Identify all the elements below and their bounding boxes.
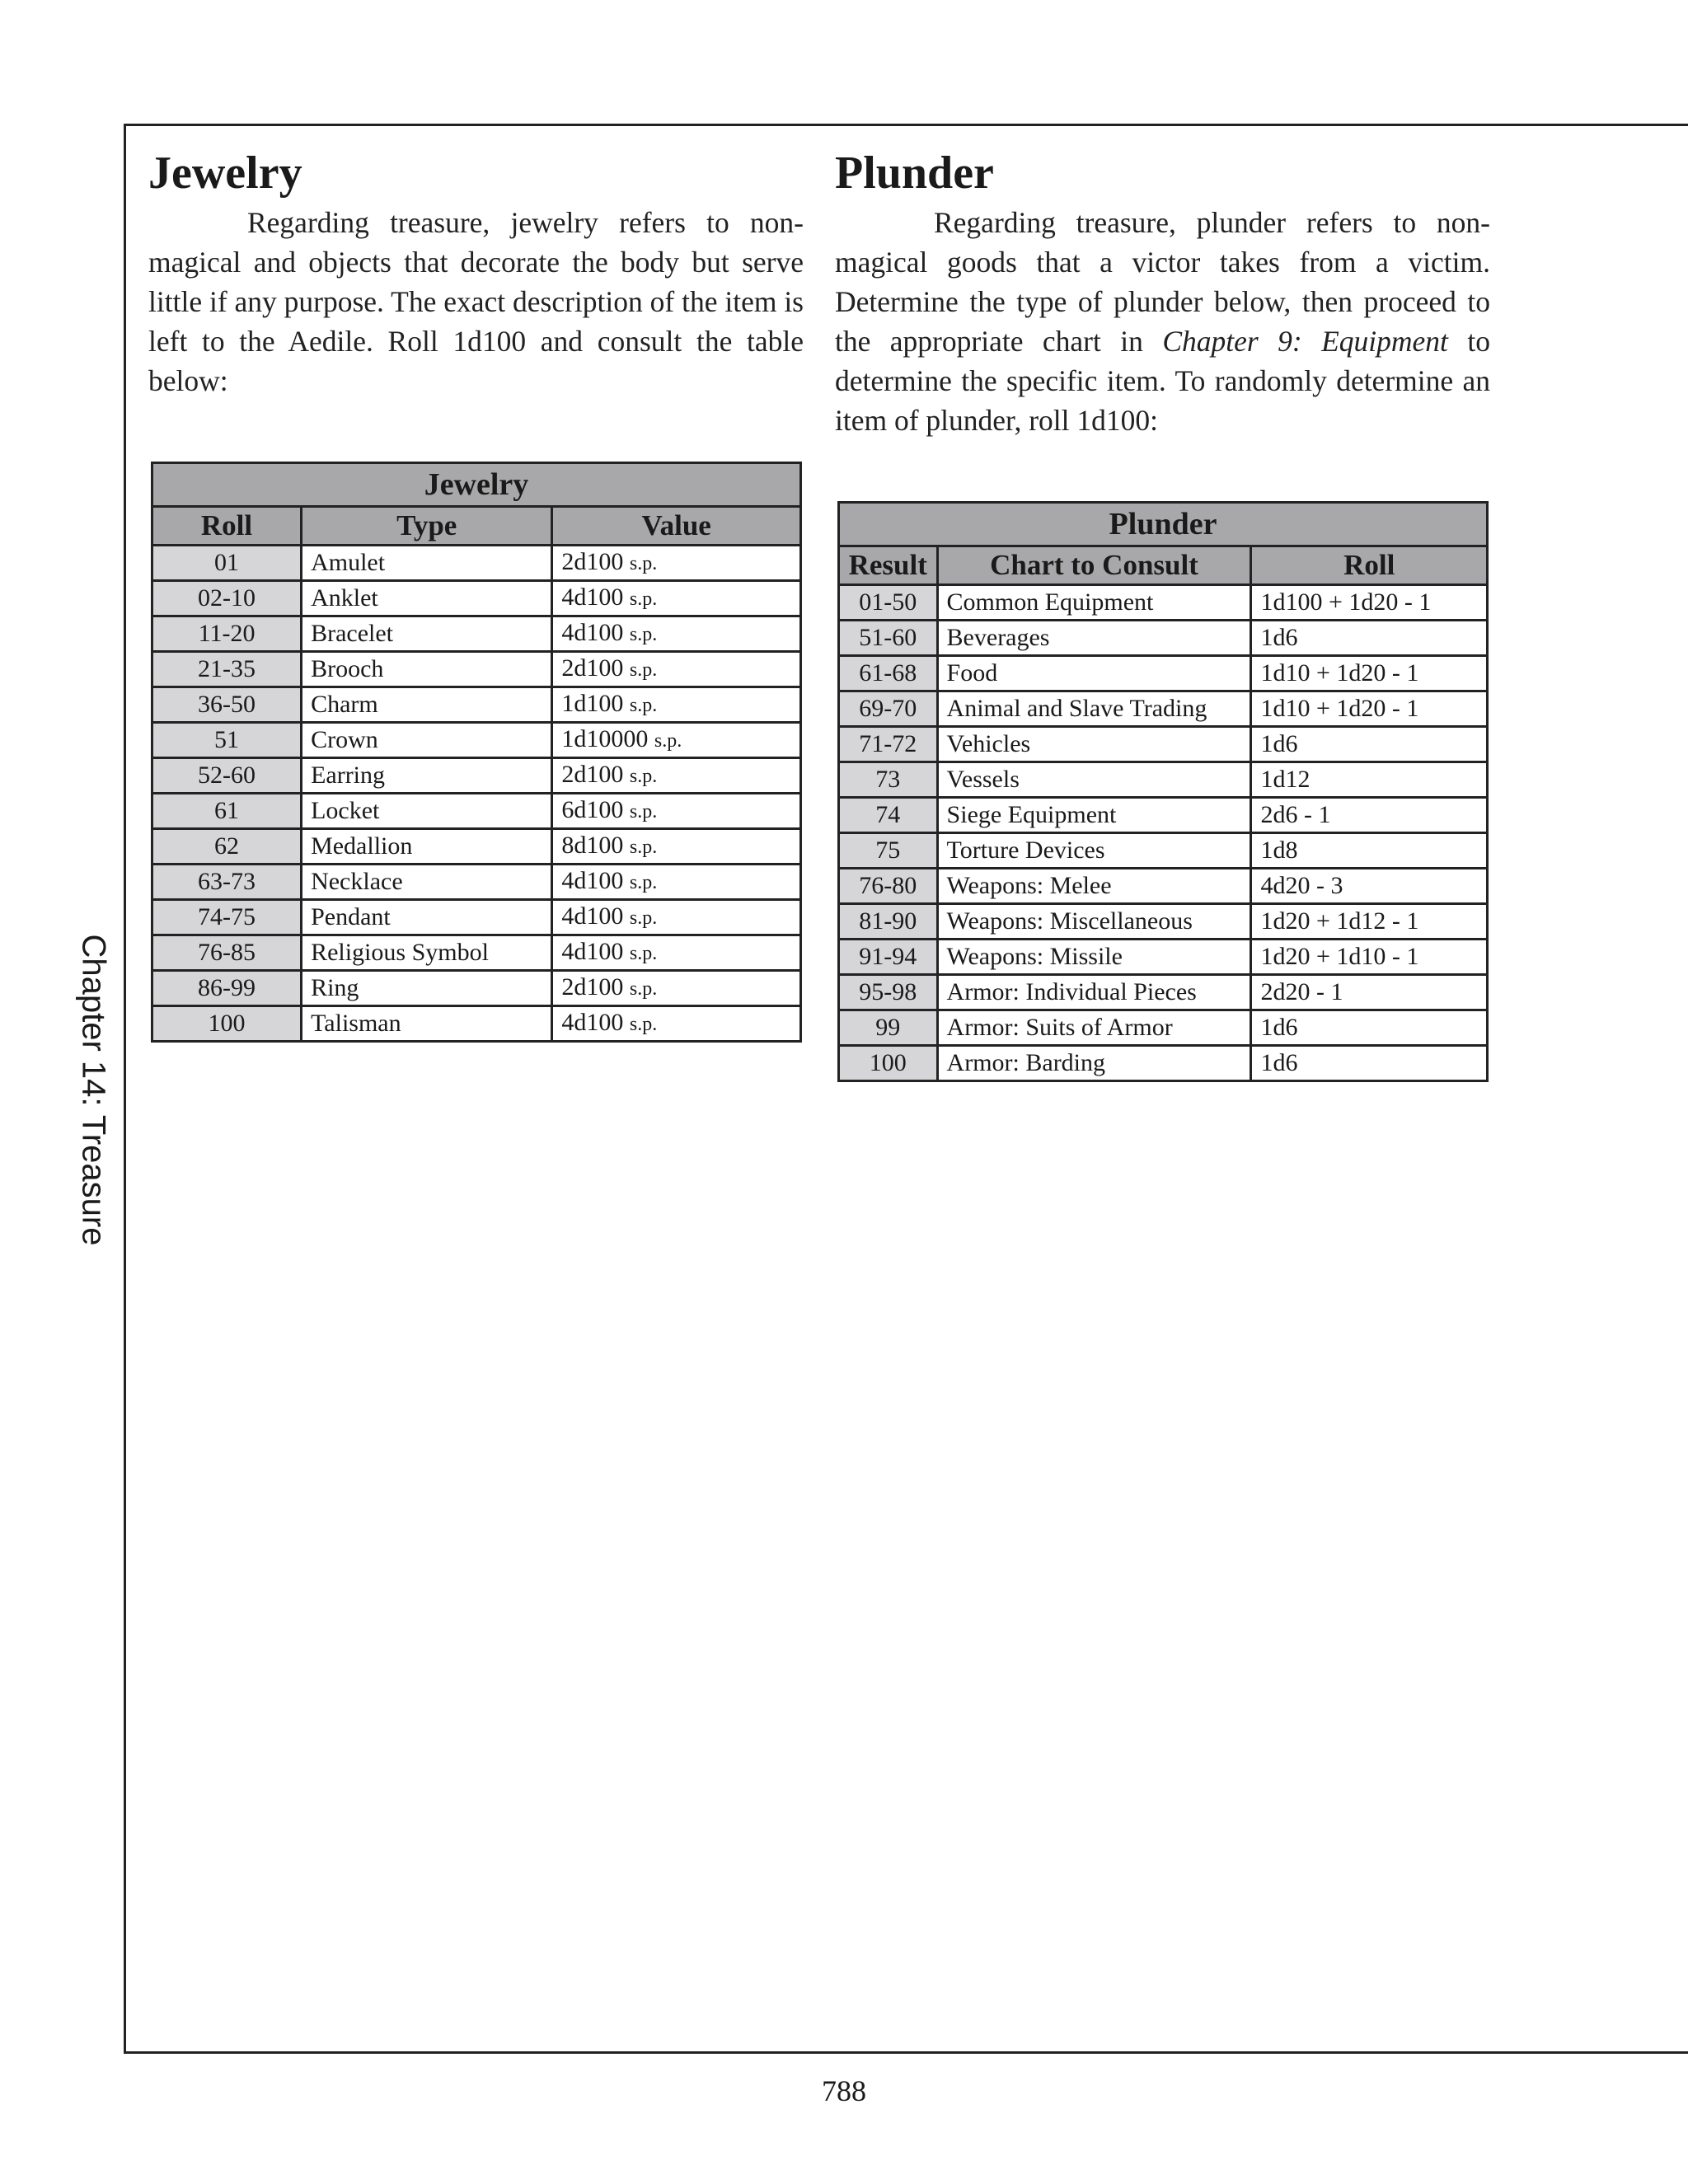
plunder-header-roll: Roll	[1251, 546, 1488, 585]
plunder-row-type: Beverages	[937, 621, 1251, 656]
jewelry-header-type: Type	[302, 507, 552, 546]
plunder-row-value: 1d10 + 1d20 - 1	[1251, 691, 1488, 727]
plunder-row-value: 1d100 + 1d20 - 1	[1251, 585, 1488, 621]
jewelry-row-value	[552, 546, 801, 581]
jewelry-row-value-dice: 4d100	[561, 867, 624, 894]
plunder-row-key: 69-70	[839, 691, 938, 727]
plunder-row-key: 01-50	[839, 585, 938, 621]
plunder-table	[837, 501, 1489, 1082]
plunder-header-result: Result	[839, 546, 938, 585]
jewelry-section	[148, 140, 804, 401]
jewelry-row-value-unit: s.p.	[629, 659, 658, 681]
jewelry-row-key: 61	[152, 794, 302, 829]
jewelry-row	[152, 687, 801, 723]
jewelry-row	[152, 1006, 801, 1042]
plunder-table-caption: Plunder	[839, 503, 1488, 546]
jewelry-row-value	[552, 687, 801, 723]
jewelry-row-type: Charm	[302, 687, 552, 723]
jewelry-row-key: 02-10	[152, 581, 302, 616]
plunder-row-key: 91-94	[839, 940, 938, 975]
jewelry-intro-paragraph: Regarding treasure, jewelry refers to non-magical and objects that decorate the body but serve little if any purpose. The exact description of the item is left to the Aedile. Roll 1d100 and consult the table below:	[148, 205, 804, 397]
jewelry-row-value-unit: s.p.	[629, 943, 658, 964]
plunder-row	[839, 1010, 1488, 1046]
jewelry-row	[152, 900, 801, 935]
jewelry-row-type: Ring	[302, 971, 552, 1006]
jewelry-row-value	[552, 829, 801, 865]
page-number: 788	[822, 2074, 866, 2107]
plunder-row-value: 2d6 - 1	[1251, 798, 1488, 833]
plunder-intro-reference: Chapter 9: Equipment	[1162, 324, 1448, 358]
plunder-row	[839, 762, 1488, 798]
plunder-row-type: Weapons: Miscellaneous	[937, 904, 1251, 940]
jewelry-row-value-dice: 2d100	[561, 548, 624, 575]
jewelry-heading: Jewelry	[148, 148, 302, 199]
jewelry-row-value-dice: 4d100	[561, 938, 624, 965]
jewelry-row-value-unit: s.p.	[629, 801, 658, 823]
jewelry-row-type: Bracelet	[302, 616, 552, 652]
jewelry-row	[152, 723, 801, 758]
plunder-row-key: 81-90	[839, 904, 938, 940]
plunder-row	[839, 656, 1488, 691]
plunder-row-value: 1d10 + 1d20 - 1	[1251, 656, 1488, 691]
jewelry-header-value: Value	[552, 507, 801, 546]
jewelry-row-value-dice: 1d10000	[561, 725, 649, 752]
plunder-row	[839, 869, 1488, 904]
jewelry-row-value	[552, 758, 801, 794]
plunder-row	[839, 1046, 1488, 1081]
plunder-row-key: 61-68	[839, 656, 938, 691]
jewelry-row-value	[552, 581, 801, 616]
jewelry-row-value	[552, 652, 801, 687]
jewelry-row-value	[552, 616, 801, 652]
plunder-row-type: Weapons: Melee	[937, 869, 1251, 904]
jewelry-row-type: Pendant	[302, 900, 552, 935]
jewelry-header-roll: Roll	[152, 507, 302, 546]
plunder-row	[839, 798, 1488, 833]
jewelry-row-value-unit: s.p.	[629, 837, 658, 858]
jewelry-row-value	[552, 900, 801, 935]
plunder-row-type: Vessels	[937, 762, 1251, 798]
jewelry-row-key: 63-73	[152, 865, 302, 900]
jewelry-row-value	[552, 723, 801, 758]
plunder-row-type: Siege Equipment	[937, 798, 1251, 833]
plunder-row-value: 1d6	[1251, 1010, 1488, 1046]
plunder-row-value: 1d12	[1251, 762, 1488, 798]
jewelry-row-value-dice: 4d100	[561, 902, 624, 930]
plunder-row-key: 71-72	[839, 727, 938, 762]
plunder-table-body	[839, 585, 1488, 1081]
jewelry-row-key: 36-50	[152, 687, 302, 723]
plunder-row-key: 76-80	[839, 869, 938, 904]
plunder-row-type: Armor: Individual Pieces	[937, 975, 1251, 1010]
jewelry-row	[152, 758, 801, 794]
jewelry-row-value-dice: 6d100	[561, 796, 624, 823]
jewelry-row	[152, 581, 801, 616]
jewelry-row	[152, 935, 801, 971]
jewelry-row-type: Necklace	[302, 865, 552, 900]
plunder-row-key: 99	[839, 1010, 938, 1046]
jewelry-row-key: 62	[152, 829, 302, 865]
plunder-row-value: 1d20 + 1d10 - 1	[1251, 940, 1488, 975]
jewelry-row	[152, 794, 801, 829]
jewelry-row-value-unit: s.p.	[629, 588, 658, 610]
jewelry-row-key: 74-75	[152, 900, 302, 935]
jewelry-row-type: Crown	[302, 723, 552, 758]
jewelry-row	[152, 616, 801, 652]
plunder-row-type: Armor: Barding	[937, 1046, 1251, 1081]
jewelry-row	[152, 546, 801, 581]
jewelry-table	[151, 462, 802, 1043]
jewelry-row	[152, 829, 801, 865]
jewelry-row-value	[552, 865, 801, 900]
plunder-row-value: 1d6	[1251, 727, 1488, 762]
plunder-intro-end: to determine the specific item. To randomly determine an item of plunder, roll 1d100:	[835, 324, 1490, 437]
jewelry-row-key: 01	[152, 546, 302, 581]
plunder-row-type: Armor: Suits of Armor	[937, 1010, 1251, 1046]
jewelry-row-value	[552, 971, 801, 1006]
plunder-intro-start: Regarding treasure, plunder refers to non-magical goods that a victor takes from a victim. Determine the type of plunder below, then proceed to the appropriate chart in	[835, 205, 1490, 358]
plunder-row	[839, 904, 1488, 940]
plunder-row-type: Animal and Slave Trading	[937, 691, 1251, 727]
jewelry-row	[152, 652, 801, 687]
jewelry-row-value	[552, 1006, 801, 1042]
plunder-header-chart: Chart to Consult	[937, 546, 1251, 585]
plunder-row-type: Food	[937, 656, 1251, 691]
plunder-row	[839, 833, 1488, 869]
jewelry-table-caption: Jewelry	[152, 463, 801, 507]
plunder-row-value: 1d6	[1251, 621, 1488, 656]
jewelry-row-value-dice: 4d100	[561, 1009, 624, 1036]
plunder-heading: Plunder	[835, 148, 994, 199]
jewelry-row-type: Locket	[302, 794, 552, 829]
jewelry-row-value-dice: 4d100	[561, 619, 624, 646]
jewelry-row-type: Anklet	[302, 581, 552, 616]
jewelry-row-value	[552, 935, 801, 971]
jewelry-row-value-dice: 2d100	[561, 654, 624, 682]
jewelry-row-key: 76-85	[152, 935, 302, 971]
jewelry-row-key: 21-35	[152, 652, 302, 687]
plunder-row-value: 1d8	[1251, 833, 1488, 869]
jewelry-row-type: Medallion	[302, 829, 552, 865]
jewelry-row-value-dice: 2d100	[561, 973, 624, 1001]
jewelry-row-type: Talisman	[302, 1006, 552, 1042]
plunder-row-key: 100	[839, 1046, 938, 1081]
jewelry-row-type: Brooch	[302, 652, 552, 687]
plunder-row-type: Weapons: Missile	[937, 940, 1251, 975]
jewelry-row	[152, 971, 801, 1006]
jewelry-row-type: Religious Symbol	[302, 935, 552, 971]
plunder-row	[839, 585, 1488, 621]
jewelry-row-value-unit: s.p.	[654, 730, 682, 752]
chapter-label-text: Chapter 14: Treasure	[75, 934, 112, 1245]
jewelry-row-value-dice: 2d100	[561, 761, 624, 788]
jewelry-row-value-unit: s.p.	[629, 872, 658, 893]
jewelry-row-key: 100	[152, 1006, 302, 1042]
plunder-row	[839, 691, 1488, 727]
plunder-row-key: 75	[839, 833, 938, 869]
jewelry-row-key: 86-99	[152, 971, 302, 1006]
jewelry-row-type: Amulet	[302, 546, 552, 581]
jewelry-table-body	[152, 546, 801, 1042]
jewelry-row-value-unit: s.p.	[629, 624, 658, 645]
jewelry-row	[152, 865, 801, 900]
plunder-row-key: 73	[839, 762, 938, 798]
jewelry-row-value-unit: s.p.	[629, 978, 658, 1000]
jewelry-row-value-unit: s.p.	[629, 1014, 658, 1035]
jewelry-row-value-unit: s.p.	[629, 907, 658, 929]
plunder-row-type: Common Equipment	[937, 585, 1251, 621]
plunder-row-value: 1d6	[1251, 1046, 1488, 1081]
plunder-row-value: 4d20 - 3	[1251, 869, 1488, 904]
chapter-side-label	[56, 916, 130, 1263]
jewelry-row-value-unit: s.p.	[629, 766, 658, 787]
plunder-row	[839, 621, 1488, 656]
jewelry-row-value-unit: s.p.	[629, 553, 658, 574]
plunder-row-key: 74	[839, 798, 938, 833]
plunder-section	[835, 140, 1490, 440]
plunder-row-value: 1d20 + 1d12 - 1	[1251, 904, 1488, 940]
plunder-row	[839, 975, 1488, 1010]
plunder-row	[839, 940, 1488, 975]
plunder-row-key: 51-60	[839, 621, 938, 656]
plunder-row-type: Torture Devices	[937, 833, 1251, 869]
jewelry-row-key: 52-60	[152, 758, 302, 794]
jewelry-row-value-dice: 1d100	[561, 690, 624, 717]
jewelry-row-value-dice: 8d100	[561, 832, 624, 859]
jewelry-row-type: Earring	[302, 758, 552, 794]
jewelry-row-value-unit: s.p.	[629, 695, 658, 716]
plunder-row-key: 95-98	[839, 975, 938, 1010]
jewelry-row-key: 11-20	[152, 616, 302, 652]
plunder-intro-paragraph	[835, 203, 1490, 440]
plunder-row	[839, 727, 1488, 762]
plunder-row-type: Vehicles	[937, 727, 1251, 762]
plunder-row-value: 2d20 - 1	[1251, 975, 1488, 1010]
jewelry-row-value-dice: 4d100	[561, 583, 624, 611]
jewelry-row-key: 51	[152, 723, 302, 758]
jewelry-row-value	[552, 794, 801, 829]
